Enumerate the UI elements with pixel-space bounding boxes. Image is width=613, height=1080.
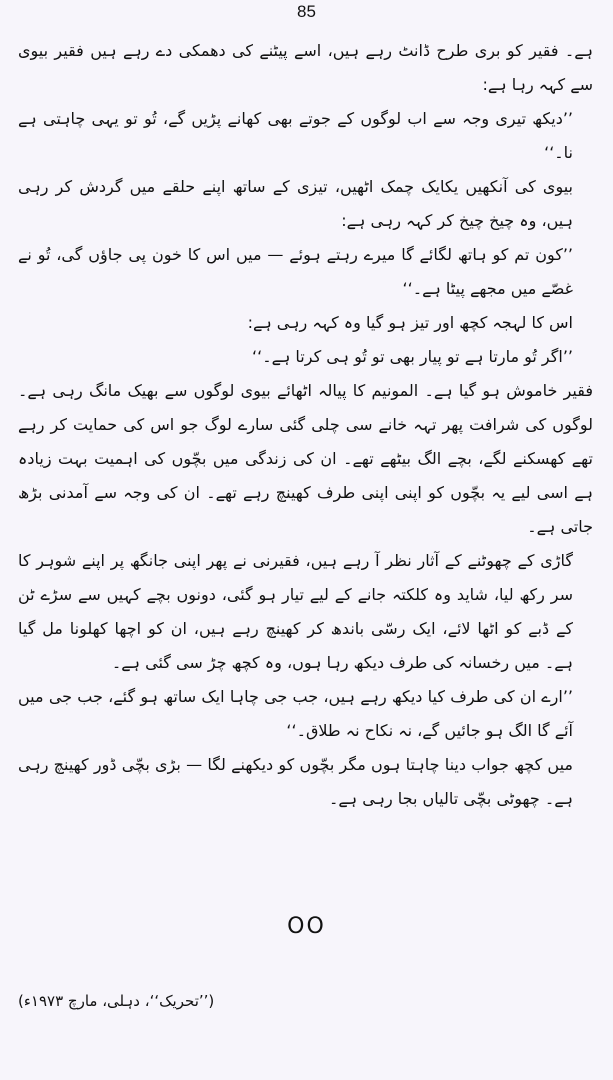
paragraph-9-quote: ’’ارے ان کی طرف کیا دیکھ رہے ہیں، جب جی چاہا ایک ساتھ ہو گئے، جب جی میں آئے گا الگ ہو جائیں گے، نہ نکاح نہ طلاق۔‘‘	[18, 687, 573, 740]
paragraph-4-quote: ’’کون تم کو ہاتھ لگائے گا میرے رہتے ہوئے — میں اس کا خون پی جاؤں گی، تُو نے غصّے میں مجھے پیٹا ہے۔‘‘	[18, 245, 573, 298]
paragraph-6-quote: ’’اگر تُو مارتا ہے تو پیار بھی تو تُو ہی کرتا ہے۔‘‘	[252, 347, 573, 366]
paragraph-7: فقیر خاموش ہو گیا ہے۔ المونیم کا پیالہ اٹھائے بیوی لوگوں سے بھیک مانگ رہی ہے۔ لوگوں کی شرافت پھر تہہ خانے سی چلی گئی سارے لوگ جو اس کی حمایت کر رہے تھے کھسکنے لگے، بچے الگ بیٹھے تھے۔ ان کی زندگی میں بچّوں کی اہمیت بہت زیادہ ہے اسی لیے یہ بچّوں کو اپنی اپنی طرف کھینچ رہے تھے۔ ان کی وجہ سے آمدنی بڑھ جاتی ہے۔	[18, 381, 593, 536]
source-citation: (’’تحریک‘‘، دہلی، مارچ ۱۹۷۳ء)	[18, 992, 215, 1010]
paragraph-8: گاڑی کے چھوٹنے کے آثار نظر آ رہے ہیں، فقیرنی نے پھر اپنی جانگھ پر اپنے شوہر کا سر رکھ لیا، شاید وہ کلکتہ جانے کے لیے تیار ہو گئی، دونوں بچے کہیں سے سڑے ٹن کے ڈبے کو اٹھا لائے، ایک رسّی باندھ کر کھینچ رہے ہیں، ان کو اچھا کھلونا مل گیا ہے۔ میں رخسانہ کی طرف دیکھ رہا ہوں، وہ کچھ چڑ سی گئی ہے۔	[18, 551, 573, 672]
paragraph-2-quote: ’’دیکھ تیری وجہ سے اب لوگوں کے جوتے بھی کھانے پڑیں گے، تُو تو یہی چاہتی ہے نا۔‘‘	[18, 109, 573, 162]
paragraph-3: بیوی کی آنکھیں یکایک چمک اٹھیں، تیزی کے ساتھ اپنے حلقے میں گردش کر رہی ہیں، وہ چیخ چیخ کر کہہ رہی ہے:	[18, 177, 573, 230]
section-end-ornament: OO	[287, 914, 326, 939]
page-number: 85	[297, 2, 316, 21]
paragraph-10: میں کچھ جواب دینا چاہتا ہوں مگر بچّوں کو دیکھنے لگا — بڑی بچّی ڈور کھینچ رہی ہے۔ چھوٹی بچّی تالیاں بجا رہی ہے۔	[18, 755, 573, 808]
paragraph-1: ہے۔ فقیر کو بری طرح ڈانٹ رہے ہیں، اسے پیٹنے کی دھمکی دے رہے ہیں فقیر بیوی سے کہہ رہا ہے:	[18, 41, 593, 94]
story-text	[18, 34, 595, 816]
paragraph-5: اس کا لہجہ کچھ اور تیز ہو گیا وہ کہہ رہی ہے:	[247, 313, 573, 332]
